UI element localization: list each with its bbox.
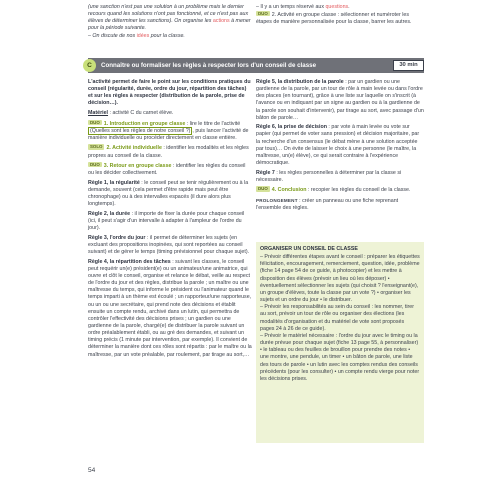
highlight-actions: actions [212, 18, 230, 25]
step-4: DUO 4. Conclusion : recopier les règles du conseil de la classe. [258, 186, 411, 194]
rule-1: Règle 1, la régularité : le conseil peut se tenir régulièrement ou à la demande, souvent (cela permet d'être rapide mais peut être chronophage) ou à des intervalles espacés (il dure alors plus longtemps). [88, 179, 249, 208]
rule-3: Règle 3, l'ordre du jour : il permet de déterminer les sujets (en excluant des propositions inopinées, qui sont reportées au conseil suivant) et de gérer le temps (timing prévisionnel pour chaque sujet). [88, 234, 250, 256]
duo-badge: DUO [90, 119, 100, 125]
continued-text-right [256, 4, 424, 26]
continued-step-2: DUO 2. Activité en groupe classe : sélectionner et numéroter les étapes de manière personnalisée pour la classe, barrer les autres. [256, 11, 412, 26]
continued-text-left [88, 4, 252, 40]
activity-title: Connaître ou formaliser les règles à respecter lors d'un conseil de classe [101, 62, 317, 69]
main-column-right [256, 79, 424, 215]
duo-badge: DUO [258, 186, 268, 192]
boxed-question: (Quelles sont les règles de notre conseil ?) [90, 127, 191, 134]
rule-4: Règle 4, la répartition des tâches : suivant les classes, le conseil peut requérir un(e) président(e) ou un animateur/une animatrice, qui ouvre et clôt le conseil, organise et relance le débat, veille au respect de l'ordre du jour et des règles, distribue la parole ; un maître ou une maîtresse du temps, qui informe le président ou l'animateur quand le temps imparti à un thème est écoulé ; un rapporteur/une rapporteuse, ou un ou une secrétaire, qui prend note des décisions et établit ensuite un compte rendu, archivé dans un lutin, qui permettra de contrôler l'effectivité des décisions prises ; un gardien ou une gardienne de la parole, chargé(e) de distribuer la parole suivant un ordre préalablement établi, ou au gré des demandes, et suivant un timing précis (1 minute par intervention, par exemple). Il convient de déterminer la manière dont ces rôles sont répartis : par le maître ou la maîtresse, par un vote préalable, par roulement, par tirage au sort,… [88, 258, 252, 358]
duo-badge: DUO [90, 162, 100, 168]
prolongement: PROLONGEMENT : créer un panneau ou une fiche reprenant l'ensemble des règles. [256, 197, 399, 212]
materiel-line: Matériel : activité C du carnet élève. [88, 110, 174, 117]
step-3: DUO 3. Retour en groupe classe : identifier les règles du conseil ou les décider collectivement. [88, 162, 246, 177]
duration-badge: 30 min [393, 60, 424, 71]
activity-letter-badge: C [83, 59, 96, 72]
activity-c-banner [88, 58, 424, 73]
rule-5: Règle 5, la distribution de la parole : par un gardien ou une gardienne de la parole, par un tour de rôle à main levée ou dans l'ordre des places (en tournant), grâce à une liste sur laquelle on s'inscrit (à l'avance ou en indiquant par un signe au gardien ou à la gardienne de la parole son souhait d'intervenir), par tirage au sort, avec passage d'un bâton de parole… [256, 79, 424, 121]
main-column-left [88, 79, 252, 361]
tip-body: – Prévoir différentes étapes avant le conseil : préparer les étiquettes félicitation, encouragement, remerciement, question, idée, problème (fiche 14 page 54 de ce guide, à photocopier) et les mettre à disposition des élèves (prévoir un lieu où les déposer) • éventuellement sélectionner les sujets (qui choisit ? l'enseignant(e), un groupe d'élèves, toute la classe par un vote ?) • organiser les sujets et un ordre du jour • le distribuer. – Prévoir les responsabilités au sein du conseil : les nommer, tirer au sort, prévoir un tour de rôle ou organiser des élections (les modalités d'organisation et du matériel de vote sont proposés pages 24 à 26 de ce guide). – Prévoir le matériel nécessaire : l'ordre du jour avec le timing ou la durée prévue pour chaque sujet (fiche 13 page 55, à personnaliser) • le tableau ou des feuilles de brouillon pour prendre des notes • une montre, une pendule, un timer • un bâton de parole, une liste des tours de parole • un lutin avec les comptes rendus des conseils précédents (pour les consulter) • un compte rendu vierge pour noter les décisions prises. [260, 254, 420, 382]
continued-paragraph: (une sanction n'est pas une solution à un problème mais le dernier recours quand les solutions n'ont pas fonctionné, et ce n'est pas aux élèves de déterminer les sanctions). On organise les actions à mener pour la période suivante. [88, 4, 251, 32]
page-number: 54 [88, 467, 96, 474]
step-1: DUO 1. Introduction en groupe classe : lire le titre de l'activité (Quelles sont les règles de notre conseil ?) , puis lancer l'activité de manière individuelle ou procéder directement en classe entière. [88, 119, 249, 141]
highlight-questions: questions [325, 4, 349, 10]
solo-badge: SOLO [90, 144, 103, 150]
tip-title: ORGANISER UN CONSEIL DE CLASSE [260, 246, 358, 252]
rule-7: Règle 7 : les règles personnelles à déterminer par la classe si nécessaire. [256, 169, 402, 183]
continued-item-questions: – Il y a un temps réservé aux questions. [256, 4, 350, 10]
tip-box [256, 242, 424, 443]
step-2: SOLO 2. Activité individuelle : identifier les modalités et les règles propres au conseil de la classe. [88, 144, 249, 159]
highlight-ideas: idées [136, 32, 150, 39]
rule-6: Règle 6, la prise de décision : par vote à main levée ou vote sur papier (qui permet de voter sans pression) et décision majoritaire, par la recherche d'un consensus (le débat mène à une solution acceptée par tous)… On évite de laisser le choix à une personne (le maître, la maîtresse, un(e) élève), ce qui serait contraire à l'expérience démocratique. [256, 124, 420, 167]
rule-2: Règle 2, la durée : il importe de fixer la durée pour chaque conseil (ici, il peut s'agir d'un intervalle à adapter à l'ampleur de l'ordre du jour). [88, 210, 245, 232]
duo-badge: DUO [258, 11, 268, 17]
continued-item-ideas: – On discute de nos idées pour la classe. [88, 32, 185, 39]
activity-intro: L'activité permet de faire le point sur les conditions pratiques du conseil (régularité, durée, ordre du jour, répartition des tâches) et sur les règles à respecter (distribution de la parole, prise de décision…). [88, 79, 251, 107]
